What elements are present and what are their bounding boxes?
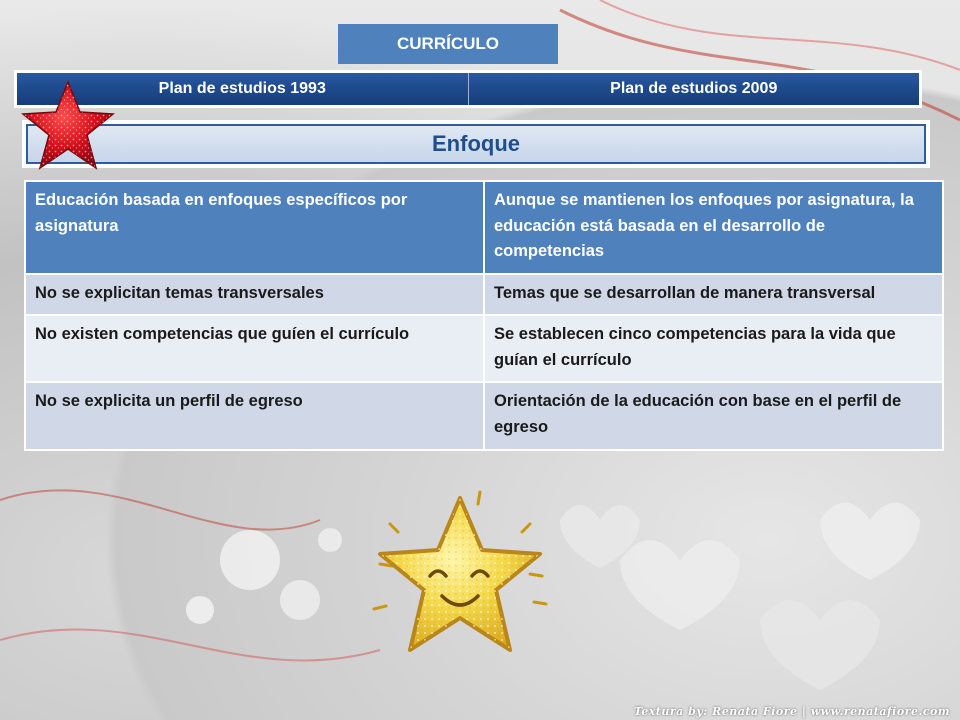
cell-2009: Orientación de la educación con base en el perfil de egreso xyxy=(484,382,943,449)
table-row xyxy=(25,181,943,274)
slide-title: CURRÍCULO xyxy=(338,24,558,64)
plan-2009-label: Plan de estudios 2009 xyxy=(468,73,920,105)
plan-1993-label: Plan de estudios 1993 xyxy=(158,80,326,97)
cell-2009: Se establecen cinco competencias para la vida que guían el currículo xyxy=(484,315,943,382)
cell-2009: Aunque se mantienen los enfoques por asignatura, la educación está basada en el desarrollo de competencias xyxy=(484,181,943,274)
cell-1993: No existen competencias que guíen el currículo xyxy=(25,315,484,382)
table-row xyxy=(25,315,943,382)
cell-1993: Educación basada en enfoques específicos por asignatura xyxy=(25,181,484,274)
red-glitter-star-icon xyxy=(18,78,118,174)
cell-2009: Temas que se desarrollan de manera transversal xyxy=(484,274,943,316)
table-row xyxy=(25,274,943,316)
cell-1993: No se explicita un perfil de egreso xyxy=(25,382,484,449)
section-heading xyxy=(22,120,930,168)
texture-credit: Textura by: Renata Fiore | www.renatafiore.com xyxy=(633,705,950,718)
plan-header xyxy=(14,70,922,108)
section-heading-label: Enfoque xyxy=(26,124,926,164)
comparison-table xyxy=(24,180,944,451)
cell-1993: No se explicitan temas transversales xyxy=(25,274,484,316)
smiling-yellow-star-icon xyxy=(360,484,560,674)
table-row xyxy=(25,382,943,449)
